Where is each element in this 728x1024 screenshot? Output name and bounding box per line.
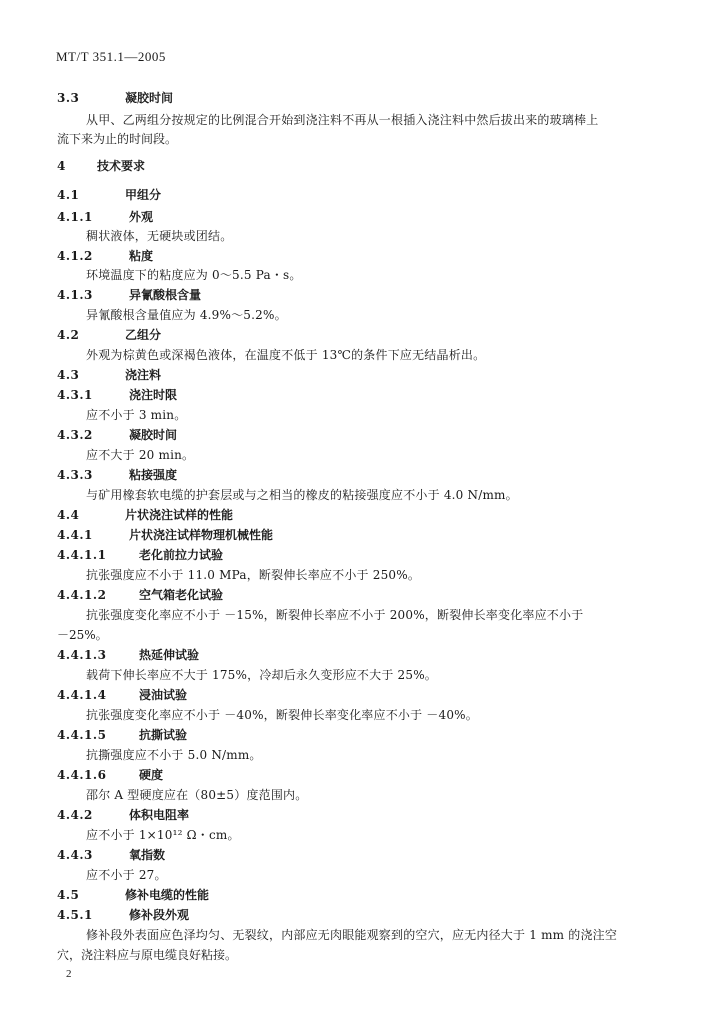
section-title: 甲组分 xyxy=(125,188,162,202)
section-title: 凝胶时间 xyxy=(129,428,178,442)
paragraph-text: 外观为棕黄色或深褐色液体，在温度不低于 13℃的条件下应无结晶析出。 xyxy=(86,348,486,362)
section-heading xyxy=(57,527,273,543)
paragraph-text: 载荷下伸长率应不大于 175%，冷却后永久变形应不大于 25%。 xyxy=(86,668,438,682)
section-heading xyxy=(57,467,177,483)
section-heading xyxy=(57,507,233,523)
paragraph-text: 抗撕强度应不小于 5.0 N/mm。 xyxy=(86,748,262,762)
section-number: 4.1 xyxy=(57,188,80,202)
section-heading xyxy=(57,387,177,403)
section-heading xyxy=(57,209,153,225)
section-title: 粘接强度 xyxy=(129,468,178,482)
section-title: 乙组分 xyxy=(125,328,162,342)
section-title: 硬度 xyxy=(139,768,164,782)
section-number: 4.5.1 xyxy=(57,908,93,922)
section-title: 体积电阻率 xyxy=(129,808,190,822)
section-heading xyxy=(57,158,145,174)
paragraph-text: 邵尔 A 型硬度应在（80±5）度范围内。 xyxy=(86,788,308,802)
section-heading xyxy=(57,647,199,663)
section-title: 异氰酸根含量 xyxy=(129,288,202,302)
section-heading xyxy=(57,847,165,863)
section-heading xyxy=(57,187,161,203)
section-heading xyxy=(57,687,187,703)
section-number: 4.4 xyxy=(57,508,80,522)
section-title: 粘度 xyxy=(129,249,154,263)
paragraph-continuation: 流下来为止的时间段。 xyxy=(57,132,178,146)
paragraph-continuation: －25%。 xyxy=(57,628,108,642)
section-heading xyxy=(57,907,189,923)
paragraph-text: 应不小于 1×10¹² Ω・cm。 xyxy=(86,828,240,842)
section-number: 4.4.1.5 xyxy=(57,728,107,742)
paragraph-text: 应不大于 20 min。 xyxy=(86,448,195,462)
section-number: 3.3 xyxy=(57,91,80,105)
section-heading xyxy=(57,90,173,106)
section-number: 4.1.3 xyxy=(57,288,93,302)
section-number: 4.4.1.2 xyxy=(57,588,107,602)
section-heading xyxy=(57,767,163,783)
paragraph-text: 与矿用橡套软电缆的护套层或与之相当的橡皮的粘接强度应不小于 4.0 N/mm。 xyxy=(86,488,518,502)
section-title: 氧指数 xyxy=(129,848,166,862)
section-number: 4.2 xyxy=(57,328,80,342)
section-title: 片状浇注试样的性能 xyxy=(125,508,234,522)
section-number: 4.4.1.4 xyxy=(57,688,107,702)
paragraph-text: 环境温度下的粘度应为 0～5.5 Pa・s。 xyxy=(86,268,302,282)
section-number: 4.4.1.3 xyxy=(57,648,107,662)
section-title: 凝胶时间 xyxy=(125,91,174,105)
section-heading xyxy=(57,287,201,303)
section-number: 4.3.3 xyxy=(57,468,93,482)
section-title: 热延伸试验 xyxy=(139,648,200,662)
paragraph-text: 应不小于 27。 xyxy=(86,868,167,882)
section-number: 4.1.1 xyxy=(57,210,93,224)
section-number: 4.4.1.6 xyxy=(57,768,107,782)
section-number: 4.5 xyxy=(57,888,80,902)
section-title: 片状浇注试样物理机械性能 xyxy=(129,528,274,542)
paragraph-text: 稠状液体，无硬块或团结。 xyxy=(86,229,233,243)
paragraph-continuation: 穴，浇注料应与原电缆良好粘接。 xyxy=(57,948,238,962)
section-heading xyxy=(57,327,161,343)
section-title: 浸油试验 xyxy=(139,688,188,702)
section-title: 浇注料 xyxy=(125,368,162,382)
section-title: 外观 xyxy=(129,210,154,224)
section-title: 抗撕试验 xyxy=(139,728,188,742)
paragraph-text: 抗张强度变化率应不小于 －15%，断裂伸长率应不小于 200%，断裂伸长率变化率应不小于 xyxy=(86,608,584,622)
section-title: 老化前拉力试验 xyxy=(139,548,224,562)
section-title: 修补段外观 xyxy=(129,908,190,922)
section-title: 空气箱老化试验 xyxy=(139,588,224,602)
section-heading xyxy=(57,367,161,383)
section-number: 4.4.3 xyxy=(57,848,93,862)
paragraph-text: 从甲、乙两组分按规定的比例混合开始到浇注料不再从一根插入浇注料中然后拔出来的玻璃棒上 xyxy=(86,113,599,127)
section-number: 4.4.2 xyxy=(57,808,93,822)
section-number: 4.1.2 xyxy=(57,249,93,263)
section-number: 4.4.1.1 xyxy=(57,548,107,562)
section-title: 浇注时限 xyxy=(129,388,178,402)
section-heading xyxy=(57,587,223,603)
section-heading xyxy=(57,807,189,823)
section-number: 4.4.1 xyxy=(57,528,93,542)
section-heading xyxy=(57,727,187,743)
section-title: 修补电缆的性能 xyxy=(125,888,210,902)
paragraph-text: 抗张强度应不小于 11.0 MPa，断裂伸长率应不小于 250%。 xyxy=(86,568,421,582)
section-number: 4.3 xyxy=(57,368,80,382)
section-heading xyxy=(57,547,223,563)
section-heading xyxy=(57,248,153,264)
section-number: 4 xyxy=(57,159,66,173)
page-number: 2 xyxy=(66,968,72,980)
paragraph-text: 抗张强度变化率应不小于 －40%，断裂伸长率变化率应不小于 －40%。 xyxy=(86,708,478,722)
section-number: 4.3.2 xyxy=(57,428,93,442)
paragraph-text: 应不小于 3 min。 xyxy=(86,408,187,422)
section-number: 4.3.1 xyxy=(57,388,93,402)
section-title: 技术要求 xyxy=(97,159,146,173)
paragraph-text: 异氰酸根含量值应为 4.9%～5.2%。 xyxy=(86,308,287,322)
paragraph-text: 修补段外表面应色泽均匀、无裂纹，内部应无肉眼能观察到的空穴，应无内径大于 1 mm 的浇注空 xyxy=(86,928,618,942)
document-number: MT/T 351.1—2005 xyxy=(56,49,166,64)
section-heading xyxy=(57,427,177,443)
section-heading xyxy=(57,887,209,903)
